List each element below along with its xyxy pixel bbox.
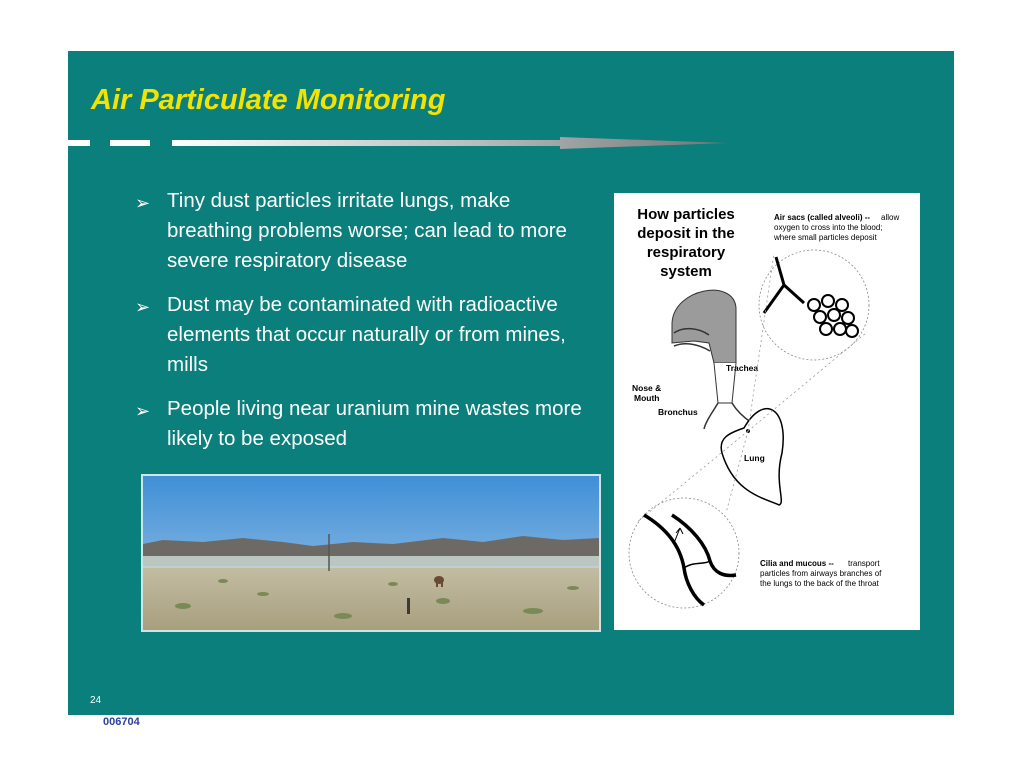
alveoli-text: oxygen to cross into the blood;: [774, 223, 883, 232]
lung-label: Lung: [744, 453, 765, 463]
alveoli-text: allow: [881, 213, 900, 222]
alveoli-text: where small particles deposit: [774, 233, 877, 242]
diagram-title-line: respiratory: [646, 244, 726, 261]
mouth-label: Mouth: [634, 393, 660, 403]
cilia-text: particles from airways branches of: [760, 569, 882, 578]
respiratory-diagram: [614, 193, 920, 630]
airway-icon: [672, 290, 783, 505]
alveoli-inset-icon: [759, 250, 869, 360]
diagram-title-line: deposit in the: [637, 225, 735, 242]
bullet-arrow-icon: ➢: [135, 401, 151, 421]
alveoli-label: Air sacs (called alveoli) --: [774, 213, 871, 222]
bullet-arrow-icon: ➢: [135, 193, 151, 213]
bronchus-label: Bronchus: [658, 407, 698, 417]
diagram-title-line: system: [660, 263, 712, 280]
title-divider: [68, 137, 728, 149]
slide-number: 24: [90, 695, 102, 706]
cilia-text: transport: [848, 559, 880, 568]
trachea-label: Trachea: [726, 363, 759, 373]
bullet-list: [135, 186, 595, 468]
bullet-item: ➢ Dust may be contaminated with radioactive elements that occur naturally or from mines, mills: [135, 293, 566, 376]
slide-title: Air Particulate Monitoring: [91, 84, 446, 116]
nose-label: Nose &: [632, 383, 662, 393]
cilia-inset-icon: [629, 498, 739, 608]
bullet-arrow-icon: ➢: [135, 297, 151, 317]
document-id: 006704: [103, 716, 140, 728]
bullet-item: ➢ People living near uranium mine wastes more likely to be exposed: [135, 397, 582, 450]
cilia-text: the lungs to the back of the throat: [760, 579, 879, 588]
slide: [68, 51, 954, 715]
bullet-item: ➢ Tiny dust particles irritate lungs, make breathing problems worse; can lead to more severe respiratory disease: [135, 189, 567, 272]
dusty-landscape-photo: [141, 474, 601, 632]
cilia-label: Cilia and mucous --: [760, 559, 834, 568]
diagram-title-line: How particles: [637, 206, 735, 223]
